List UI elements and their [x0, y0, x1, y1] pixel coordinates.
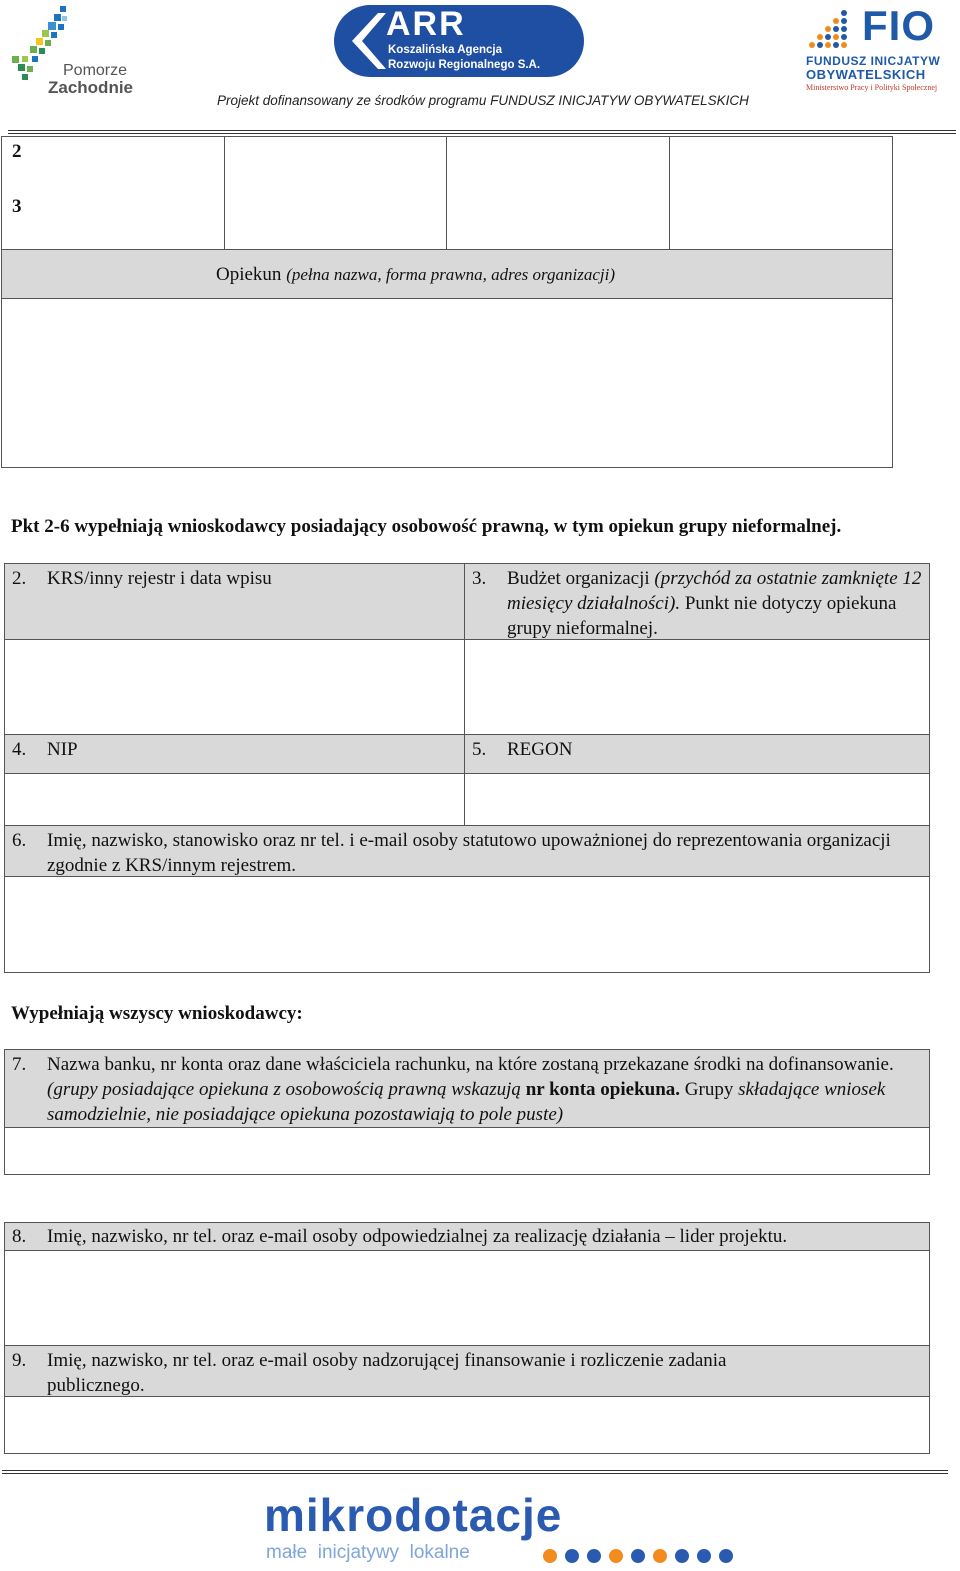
field-4-label: NIP [47, 739, 78, 760]
field-5-label: REGON [507, 739, 573, 760]
mikrodotacje-wordmark: mikrodotacje [264, 1489, 563, 1541]
field-6-num: 6. [12, 830, 27, 851]
fio-line1: FUNDUSZ INICJATYW [806, 54, 941, 68]
arr-abbr: ARR [386, 5, 466, 43]
field-5-header [465, 735, 929, 774]
pomorze-zachodnie-logo [8, 4, 138, 96]
field-3-label: Budżet organizacji [507, 568, 650, 589]
mikrodotacje-tagline: małe inicjatywy lokalne [266, 1542, 470, 1563]
field-2-num: 2. [12, 568, 27, 589]
field-8-num: 8. [12, 1226, 27, 1247]
field-9-input[interactable] [5, 1397, 929, 1453]
field-8-label: Imię, nazwisko, nr tel. oraz e-mail osoby odpowiedzialnej za realizację działania – lider projektu. [47, 1226, 788, 1247]
bank-table [4, 1049, 930, 1175]
all-applicants-heading: Wypełniają wszyscy wnioskodawcy: [11, 1003, 303, 1024]
members-table [1, 136, 893, 468]
field-2-label: KRS/inny rejestr i data wpisu [47, 568, 272, 589]
fio-dots-icon [804, 8, 854, 48]
pomorze-line1: Pomorze [63, 62, 128, 79]
field-7-bold: nr konta opiekuna. [525, 1079, 681, 1100]
pomorze-line2: Zachodnie [48, 78, 134, 97]
arr-line2: Rozwoju Regionalnego S.A. [388, 59, 541, 71]
opiekun-hint: (pełna nazwa, forma prawna, adres organizacji) [286, 265, 616, 284]
members-col-divider-3 [669, 137, 670, 249]
fio-line2: OBYWATELSKICH [806, 67, 926, 82]
members-col-divider-2 [446, 137, 447, 249]
field-7-num: 7. [12, 1054, 27, 1075]
field-3-num: 3. [472, 568, 487, 589]
opiekun-header [2, 249, 892, 299]
footer-rule [2, 1470, 948, 1471]
members-col-divider-1 [224, 137, 225, 249]
field-7-hint2: składające wniosek samodzielnie, nie posiadające opiekuna pozostawiają to pole puste) [47, 1079, 886, 1125]
field-2-input[interactable] [5, 640, 465, 735]
arr-line1: Koszalińska Agencja [388, 44, 502, 56]
field-8-input[interactable] [5, 1251, 929, 1346]
field-9-header [5, 1346, 929, 1397]
opiekun-field[interactable] [2, 299, 892, 467]
field-7-label: Nazwa banku, nr konta oraz dane właściciela rachunku, na które zostaną przekazane środki na dofinansowanie. [47, 1054, 894, 1075]
field-3-note: Punkt nie dotyczy opiekuna grupy nieformalnej. [507, 593, 897, 639]
section-note: Pkt 2-6 wypełniają wnioskodawcy posiadający osobowość prawną, w tym opiekun grupy nieformalnej. [11, 516, 842, 537]
fio-line3: Ministerstwo Pracy i Polityki Społecznej [806, 83, 938, 92]
field-5-input[interactable] [465, 774, 929, 826]
field-7-hint1: (grupy posiadające opiekuna z osobowością prawną wskazują [47, 1079, 521, 1100]
field-2-header [5, 564, 465, 640]
field-4-input[interactable] [5, 774, 465, 826]
arr-chevron-icon [340, 5, 390, 77]
contacts-table [4, 1222, 930, 1454]
field-9-num: 9. [12, 1350, 27, 1371]
arr-logo [334, 5, 584, 77]
field-4-num: 4. [12, 739, 27, 760]
colored-dots-icon [540, 1546, 740, 1566]
fio-abbr: FIO [862, 2, 935, 49]
org-table [4, 563, 930, 973]
project-note: Projekt dofinansowany ze środków programu FUNDUSZ INICJATYW OBYWATELSKICH [217, 93, 749, 108]
row-number-2: 2 [12, 141, 22, 162]
field-3-header [465, 564, 929, 640]
field-5-num: 5. [472, 739, 487, 760]
field-6-input[interactable] [5, 877, 929, 972]
field-6-label: Imię, nazwisko, stanowisko oraz nr tel. i e-mail osoby statutowo upoważnionej do reprezentowania organizacji zgodnie z KRS/innym rejestrem. [47, 830, 891, 876]
footer-rule-2 [2, 1473, 948, 1474]
row-number-3: 3 [12, 196, 22, 217]
opiekun-label: Opiekun [216, 264, 282, 285]
field-7-grupy: Grupy [684, 1079, 734, 1100]
field-7-header [5, 1050, 929, 1128]
field-7-input[interactable] [5, 1128, 929, 1174]
header-rule [8, 130, 956, 131]
mikrodotacje-logo [262, 1489, 742, 1568]
fio-logo [800, 2, 952, 98]
field-3-hint: (przychód za ostatnie zamknięte 12 miesięcy działalności). [507, 568, 922, 614]
field-3-input[interactable] [465, 640, 929, 735]
field-8-header [5, 1223, 929, 1251]
field-6-header [5, 826, 929, 877]
header-rule-2 [8, 133, 956, 134]
field-4-header [5, 735, 465, 774]
field-9-label: Imię, nazwisko, nr tel. oraz e-mail osoby nadzorującej finansowanie i rozliczenie zadania publicznego. [47, 1350, 727, 1396]
